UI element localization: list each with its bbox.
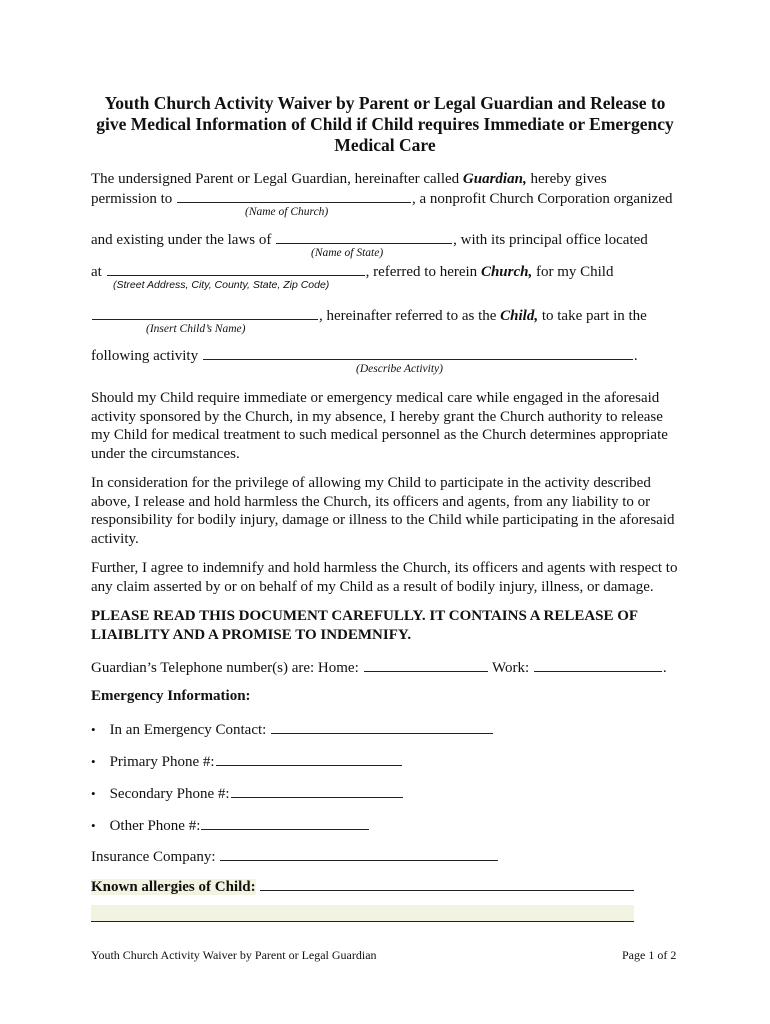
page-number: Page 1 of 2 xyxy=(622,948,677,962)
work-phone-field[interactable] xyxy=(534,657,662,672)
allergies-line: Known allergies of Child: xyxy=(91,876,635,896)
intro-line-5: , hereinafter referred to as the Child, to take part in the xyxy=(91,305,647,325)
allergies-field[interactable] xyxy=(260,876,634,891)
footer-title: Youth Church Activity Waiver by Parent or Legal Guardian xyxy=(91,948,377,962)
primary-phone-line: • Primary Phone #: xyxy=(91,751,403,771)
title-line-1: Youth Church Activity Waiver by Parent or Legal Guardian and Release to xyxy=(104,93,666,113)
state-name-field[interactable] xyxy=(276,229,452,244)
intro-line-4: at , referred to herein Church, for my Child xyxy=(91,261,613,281)
secondary-phone-line: • Secondary Phone #: xyxy=(91,783,404,803)
other-phone-field[interactable] xyxy=(201,815,369,830)
warning-notice: PLEASE READ THIS DOCUMENT CAREFULLY. IT CONTAINS A RELEASE OF LIAIBLITY AND A PROMISE TO INDEMNIFY. xyxy=(91,608,638,643)
primary-phone-field[interactable] xyxy=(216,751,402,766)
address-field[interactable] xyxy=(107,261,365,276)
insurance-field[interactable] xyxy=(220,846,498,861)
caption-address: (Street Address, City, County, State, Zip Code) xyxy=(113,279,330,291)
caption-state: (Name of State) xyxy=(311,247,384,259)
caption-child: (Insert Child’s Name) xyxy=(146,323,246,335)
activity-field[interactable] xyxy=(203,345,633,360)
child-name-field[interactable] xyxy=(92,305,318,320)
caption-activity: (Describe Activity) xyxy=(356,363,443,375)
title-line-2: give Medical Information of Child if Child requires Immediate or Emergency xyxy=(96,114,674,134)
paragraph-liability-release: In consideration for the privilege of allowing my Child to participate in the activity described above, I release and hold harmless the Church, its officers and agents, from any liability to or responsibility for bodily injury, damage or illness to the Child while participating in the aforesaid activity. xyxy=(91,475,675,547)
insurance-line: Insurance Company: xyxy=(91,846,499,866)
secondary-phone-field[interactable] xyxy=(231,783,403,798)
intro-line-2: permission to , a nonprofit Church Corporation organized xyxy=(91,188,673,208)
guardian-phone-line: Guardian’s Telephone number(s) are: Home: Work: . xyxy=(91,657,667,677)
home-phone-field[interactable] xyxy=(364,657,488,672)
title-line-3: Medical Care xyxy=(334,135,436,155)
document-title xyxy=(60,93,710,156)
bullet-icon: • xyxy=(91,818,96,833)
intro-line-6: following activity . xyxy=(91,345,638,365)
emergency-contact-line: • In an Emergency Contact: xyxy=(91,719,494,739)
emergency-contact-field[interactable] xyxy=(271,719,493,734)
bullet-icon: • xyxy=(91,754,96,769)
church-name-field[interactable] xyxy=(177,188,411,203)
intro-line-1: The undersigned Parent or Legal Guardian, hereinafter called Guardian, hereby gives xyxy=(91,171,607,187)
emergency-heading: Emergency Information: xyxy=(91,688,251,704)
bullet-icon: • xyxy=(91,722,96,737)
caption-church: (Name of Church) xyxy=(245,206,329,218)
intro-line-3: and existing under the laws of , with its principal office located xyxy=(91,229,648,249)
paragraph-medical-release: Should my Child require immediate or emergency medical care while engaged in the aforesaid activity sponsored by the Church, in my absence, I hereby grant the Church authority to release my Child for medical treatment to such medical personnel as the Church determines appropriate under the circumstances. xyxy=(91,390,668,462)
allergies-continuation-field[interactable] xyxy=(91,905,634,922)
bullet-icon: • xyxy=(91,786,96,801)
paragraph-indemnify: Further, I agree to indemnify and hold harmless the Church, its officers and agents with respect to any claim asserted by or on behalf of my Child as a result of bodily injury, illness, or damage. xyxy=(91,560,678,595)
other-phone-line: • Other Phone #: xyxy=(91,815,370,835)
